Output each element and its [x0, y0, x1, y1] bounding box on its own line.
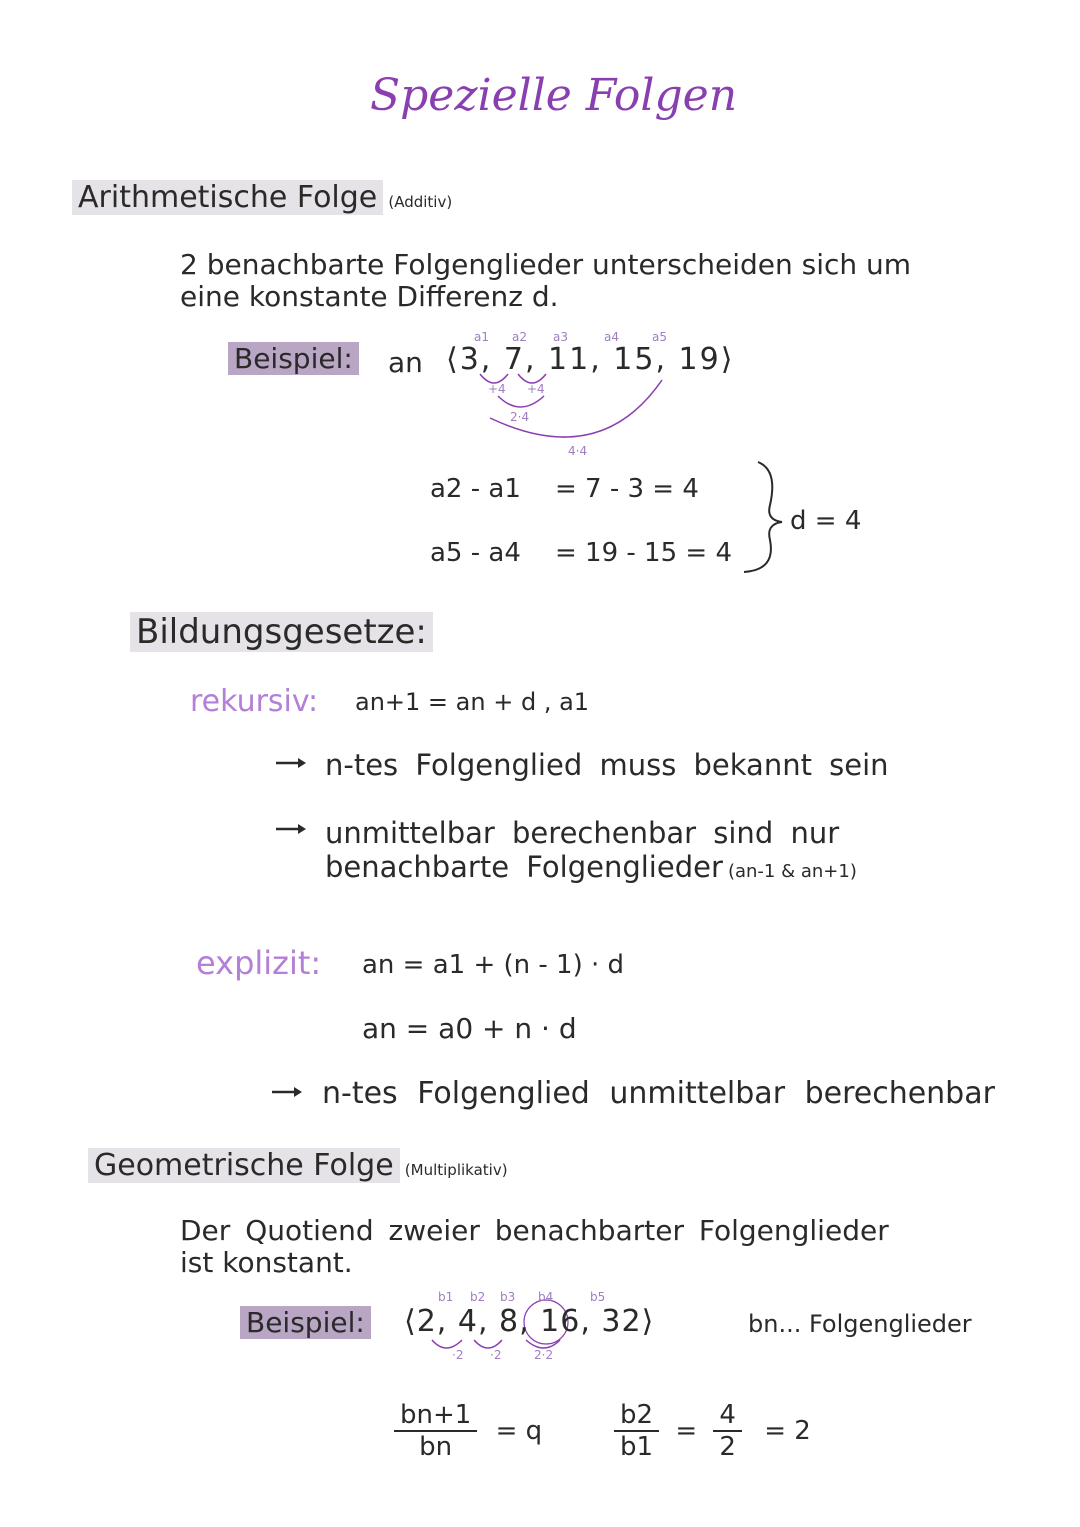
- geo-definition-line2: ist konstant.: [180, 1246, 353, 1279]
- rekursiv-note2-line2: benachbarte Folgenglieder: [325, 850, 723, 884]
- geo-arc-label: ·2: [452, 1348, 464, 1362]
- fraction-bn1-over-bn: [394, 1400, 477, 1462]
- arith-term-label: a1: [474, 330, 489, 344]
- arith-heading: Arithmetische Folge: [72, 180, 383, 215]
- rekursiv-note2-paren: (an-1 & an+1): [727, 861, 857, 882]
- arith-example-sequence: ⟨3, 7, 11, 15, 19⟩: [446, 342, 735, 377]
- fraction-numerator: 4: [713, 1400, 742, 1432]
- rekursiv-note2-line2-wrap: [325, 850, 857, 884]
- arith-definition-line2: eine konstante Differenz d.: [180, 280, 559, 313]
- geo-bn-note: bn... Folgenglieder: [748, 1310, 972, 1338]
- fraction-4-over-2: [713, 1400, 742, 1462]
- arrow-icon: [276, 758, 306, 768]
- geo-term-label: b3: [500, 1290, 516, 1304]
- geo-definition-line1: Der Quotiend zweier benachbarter Folgenglieder: [180, 1214, 889, 1247]
- rekursiv-formula: an+1 = an + d , a1: [355, 688, 590, 716]
- geo-heading-wrap: [88, 1148, 508, 1183]
- fraction-denominator: 2: [719, 1432, 736, 1462]
- geo-arc: [432, 1340, 462, 1348]
- fraction-equals-q: = q: [495, 1416, 543, 1446]
- geo-example-sequence: ⟨2, 4, 8, 16, 32⟩: [404, 1304, 655, 1339]
- geo-term-label: b1: [438, 1290, 454, 1304]
- arith-arc-label: 2·4: [510, 410, 530, 424]
- arith-term-label: a4: [604, 330, 619, 344]
- arrow-icon: [272, 1087, 302, 1097]
- arith-calc2-rhs: = 19 - 15 = 4: [555, 538, 732, 568]
- arith-arc-label: +4: [488, 382, 506, 396]
- arith-arc-label: 4·4: [568, 444, 588, 458]
- arith-calc1-rhs: = 7 - 3 = 4: [555, 474, 699, 504]
- arith-term-label: a3: [553, 330, 568, 344]
- arith-calc2-lhs: a5 - a4: [430, 538, 521, 568]
- arith-arc-label: +4: [527, 382, 545, 396]
- geo-arc-label: 2·2: [534, 1348, 554, 1362]
- arith-arc: [498, 396, 544, 407]
- fraction-numerator: bn+1: [394, 1400, 477, 1432]
- page-title: Spezielle Folgen: [370, 70, 738, 121]
- geo-term-label: b4: [538, 1290, 554, 1304]
- geo-heading-note: (Multiplikativ): [404, 1161, 508, 1179]
- rekursiv-note2-line1: unmittelbar berechenbar sind nur: [325, 816, 840, 850]
- geo-example-quotient: [614, 1400, 811, 1462]
- fraction-result: = 2: [764, 1416, 811, 1446]
- geo-term-label: b5: [590, 1290, 606, 1304]
- explizit-label: explizit:: [196, 944, 322, 982]
- geo-arc: [474, 1340, 502, 1348]
- explizit-formula2: an = a0 + n · d: [362, 1012, 577, 1045]
- arith-definition-line1: 2 benachbarte Folgenglieder unterscheiden sich um: [180, 248, 912, 281]
- geo-term-label: b2: [470, 1290, 486, 1304]
- arith-term-label: a2: [512, 330, 527, 344]
- fraction-equals: =: [675, 1416, 698, 1446]
- arith-heading-note: (Additiv): [388, 193, 453, 211]
- fraction-b2-over-b1: [614, 1400, 659, 1462]
- arith-arc: [490, 380, 662, 437]
- geo-example-label: Beispiel:: [240, 1306, 371, 1339]
- geo-quotient-formula: [394, 1400, 542, 1462]
- explizit-note: n-tes Folgenglied unmittelbar berechenbar: [322, 1076, 995, 1111]
- geo-arc-label: ·2: [490, 1348, 502, 1362]
- arrow-icon: [276, 824, 306, 834]
- fraction-numerator: b2: [614, 1400, 659, 1432]
- arith-calc1-lhs: a2 - a1: [430, 474, 521, 504]
- fraction-denominator: bn: [419, 1432, 453, 1462]
- rekursiv-label: rekursiv:: [190, 684, 319, 719]
- fraction-denominator: b1: [620, 1432, 654, 1462]
- bildung-heading: Bildungsgesetze:: [130, 612, 433, 652]
- explizit-formula1: an = a1 + (n - 1) · d: [362, 950, 625, 980]
- arith-seq-name: an: [388, 346, 423, 379]
- geo-heading: Geometrische Folge: [88, 1148, 400, 1183]
- arith-term-label: a5: [652, 330, 667, 344]
- brace-icon: [744, 462, 782, 572]
- rekursiv-note1: n-tes Folgenglied muss bekannt sein: [325, 748, 889, 782]
- arith-example-label: Beispiel:: [228, 342, 359, 375]
- arith-result: d = 4: [790, 506, 862, 536]
